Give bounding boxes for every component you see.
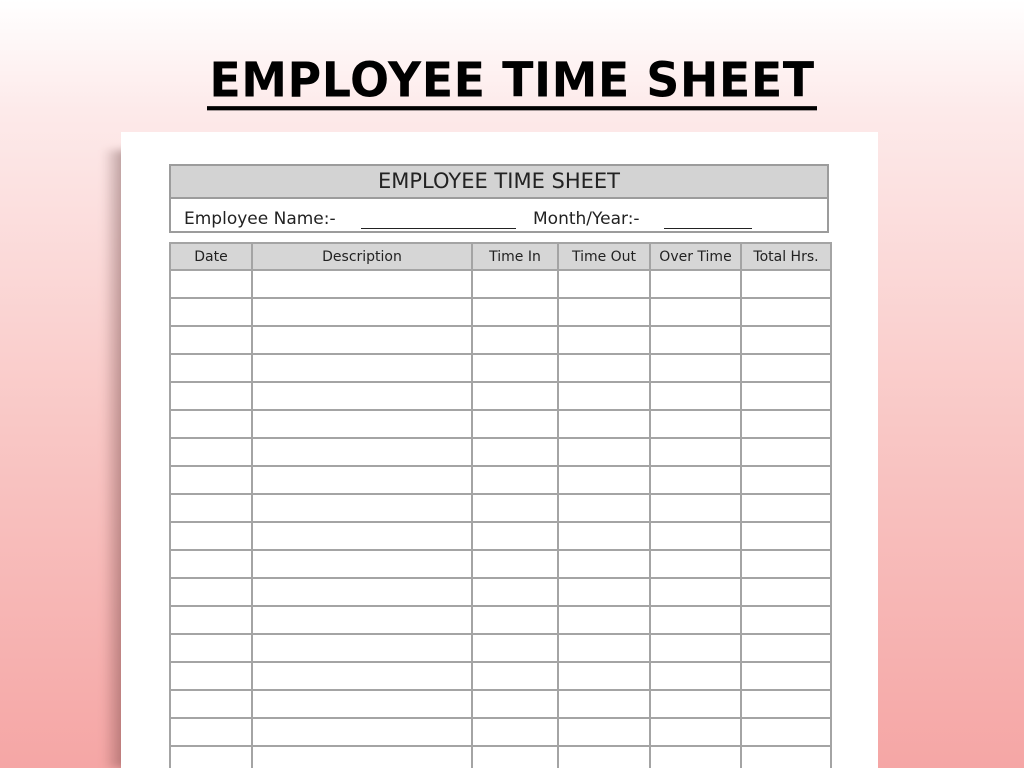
cell-date[interactable] <box>170 550 252 578</box>
cell-time-out[interactable] <box>558 410 650 438</box>
cell-date[interactable] <box>170 466 252 494</box>
cell-time-out[interactable] <box>558 746 650 768</box>
cell-total-hrs[interactable] <box>741 494 831 522</box>
cell-over-time[interactable] <box>650 354 741 382</box>
cell-date[interactable] <box>170 690 252 718</box>
cell-over-time[interactable] <box>650 634 741 662</box>
cell-over-time[interactable] <box>650 550 741 578</box>
cell-over-time[interactable] <box>650 606 741 634</box>
cell-total-hrs[interactable] <box>741 298 831 326</box>
cell-time-out[interactable] <box>558 270 650 298</box>
cell-description[interactable] <box>252 438 472 466</box>
sheet-header <box>169 164 829 233</box>
cell-time-out[interactable] <box>558 494 650 522</box>
table-row <box>170 718 831 746</box>
cell-over-time[interactable] <box>650 270 741 298</box>
cell-total-hrs[interactable] <box>741 270 831 298</box>
employee-name-blank[interactable] <box>361 228 516 229</box>
cell-total-hrs[interactable] <box>741 550 831 578</box>
cell-time-out[interactable] <box>558 466 650 494</box>
cell-description[interactable] <box>252 522 472 550</box>
cell-over-time[interactable] <box>650 466 741 494</box>
cell-total-hrs[interactable] <box>741 382 831 410</box>
cell-total-hrs[interactable] <box>741 690 831 718</box>
cell-date[interactable] <box>170 382 252 410</box>
cell-time-in[interactable] <box>472 410 558 438</box>
cell-over-time[interactable] <box>650 662 741 690</box>
cell-over-time[interactable] <box>650 578 741 606</box>
table-row <box>170 382 831 410</box>
table-row <box>170 606 831 634</box>
cell-date[interactable] <box>170 662 252 690</box>
cell-description[interactable] <box>252 662 472 690</box>
column-header-time-out: Time Out <box>558 243 650 270</box>
cell-time-in[interactable] <box>472 578 558 606</box>
cell-date[interactable] <box>170 494 252 522</box>
cell-date[interactable] <box>170 326 252 354</box>
cell-over-time[interactable] <box>650 690 741 718</box>
cell-over-time[interactable] <box>650 326 741 354</box>
cell-over-time[interactable] <box>650 522 741 550</box>
cell-time-out[interactable] <box>558 606 650 634</box>
table-row <box>170 662 831 690</box>
column-header-description: Description <box>252 243 472 270</box>
cell-time-out[interactable] <box>558 354 650 382</box>
sheet-title: EMPLOYEE TIME SHEET <box>171 166 827 199</box>
table-row <box>170 410 831 438</box>
cell-description[interactable] <box>252 550 472 578</box>
table-row <box>170 354 831 382</box>
cell-over-time[interactable] <box>650 410 741 438</box>
cell-total-hrs[interactable] <box>741 438 831 466</box>
cell-time-in[interactable] <box>472 718 558 746</box>
cell-total-hrs[interactable] <box>741 354 831 382</box>
cell-total-hrs[interactable] <box>741 522 831 550</box>
cell-time-out[interactable] <box>558 382 650 410</box>
cell-time-out[interactable] <box>558 326 650 354</box>
cell-date[interactable] <box>170 298 252 326</box>
table-row <box>170 326 831 354</box>
cell-time-in[interactable] <box>472 354 558 382</box>
cell-description[interactable] <box>252 578 472 606</box>
cell-total-hrs[interactable] <box>741 634 831 662</box>
cell-total-hrs[interactable] <box>741 606 831 634</box>
cell-description[interactable] <box>252 354 472 382</box>
table-body <box>170 270 831 768</box>
cell-total-hrs[interactable] <box>741 410 831 438</box>
month-year-label: Month/Year:- <box>533 209 640 229</box>
cell-time-in[interactable] <box>472 494 558 522</box>
cell-date[interactable] <box>170 410 252 438</box>
table-row <box>170 270 831 298</box>
table-row <box>170 634 831 662</box>
cell-time-out[interactable] <box>558 298 650 326</box>
table-row <box>170 494 831 522</box>
cell-total-hrs[interactable] <box>741 662 831 690</box>
cell-total-hrs[interactable] <box>741 578 831 606</box>
cell-time-in[interactable] <box>472 382 558 410</box>
timesheet-table <box>169 242 832 768</box>
cell-description[interactable] <box>252 494 472 522</box>
employee-name-label: Employee Name:- <box>184 209 336 229</box>
cell-description[interactable] <box>252 746 472 768</box>
cell-time-in[interactable] <box>472 634 558 662</box>
cell-date[interactable] <box>170 354 252 382</box>
cell-date[interactable] <box>170 578 252 606</box>
cell-time-in[interactable] <box>472 606 558 634</box>
column-header-date: Date <box>170 243 252 270</box>
cell-description[interactable] <box>252 270 472 298</box>
cell-time-out[interactable] <box>558 634 650 662</box>
cell-time-in[interactable] <box>472 662 558 690</box>
table-row <box>170 690 831 718</box>
cell-time-in[interactable] <box>472 298 558 326</box>
cell-time-in[interactable] <box>472 550 558 578</box>
column-header-time-in: Time In <box>472 243 558 270</box>
cell-time-in[interactable] <box>472 522 558 550</box>
employee-info-row <box>171 199 827 233</box>
cell-description[interactable] <box>252 606 472 634</box>
cell-over-time[interactable] <box>650 718 741 746</box>
cell-total-hrs[interactable] <box>741 718 831 746</box>
cell-over-time[interactable] <box>650 298 741 326</box>
cell-date[interactable] <box>170 718 252 746</box>
cell-date[interactable] <box>170 438 252 466</box>
cell-description[interactable] <box>252 466 472 494</box>
cell-time-in[interactable] <box>472 438 558 466</box>
cell-description[interactable] <box>252 298 472 326</box>
cell-time-out[interactable] <box>558 690 650 718</box>
cell-time-out[interactable] <box>558 718 650 746</box>
cell-description[interactable] <box>252 326 472 354</box>
cell-description[interactable] <box>252 718 472 746</box>
cell-time-out[interactable] <box>558 438 650 466</box>
cell-description[interactable] <box>252 634 472 662</box>
cell-date[interactable] <box>170 606 252 634</box>
cell-total-hrs[interactable] <box>741 466 831 494</box>
table-row <box>170 438 831 466</box>
banner-title-text: EMPLOYEE TIME SHEET <box>207 54 816 111</box>
month-year-blank[interactable] <box>664 228 752 229</box>
column-header-over-time: Over Time <box>650 243 741 270</box>
cell-over-time[interactable] <box>650 494 741 522</box>
table-row <box>170 550 831 578</box>
table-row <box>170 578 831 606</box>
cell-date[interactable] <box>170 522 252 550</box>
cell-time-in[interactable] <box>472 326 558 354</box>
cell-time-out[interactable] <box>558 550 650 578</box>
cell-time-in[interactable] <box>472 746 558 768</box>
table-header-row <box>170 243 831 270</box>
cell-date[interactable] <box>170 634 252 662</box>
column-header-total-hrs: Total Hrs. <box>741 243 831 270</box>
cell-description[interactable] <box>252 690 472 718</box>
table-row <box>170 746 831 768</box>
table-row <box>170 466 831 494</box>
cell-time-in[interactable] <box>472 690 558 718</box>
table-row <box>170 298 831 326</box>
cell-time-out[interactable] <box>558 662 650 690</box>
cell-time-in[interactable] <box>472 466 558 494</box>
cell-total-hrs[interactable] <box>741 746 831 768</box>
cell-date[interactable] <box>170 270 252 298</box>
cell-time-out[interactable] <box>558 578 650 606</box>
cell-date[interactable] <box>170 746 252 768</box>
cell-description[interactable] <box>252 382 472 410</box>
cell-total-hrs[interactable] <box>741 326 831 354</box>
table-row <box>170 522 831 550</box>
cell-over-time[interactable] <box>650 382 741 410</box>
banner-title <box>0 50 1024 110</box>
cell-over-time[interactable] <box>650 438 741 466</box>
cell-description[interactable] <box>252 410 472 438</box>
cell-time-in[interactable] <box>472 270 558 298</box>
cell-over-time[interactable] <box>650 746 741 768</box>
cell-time-out[interactable] <box>558 522 650 550</box>
